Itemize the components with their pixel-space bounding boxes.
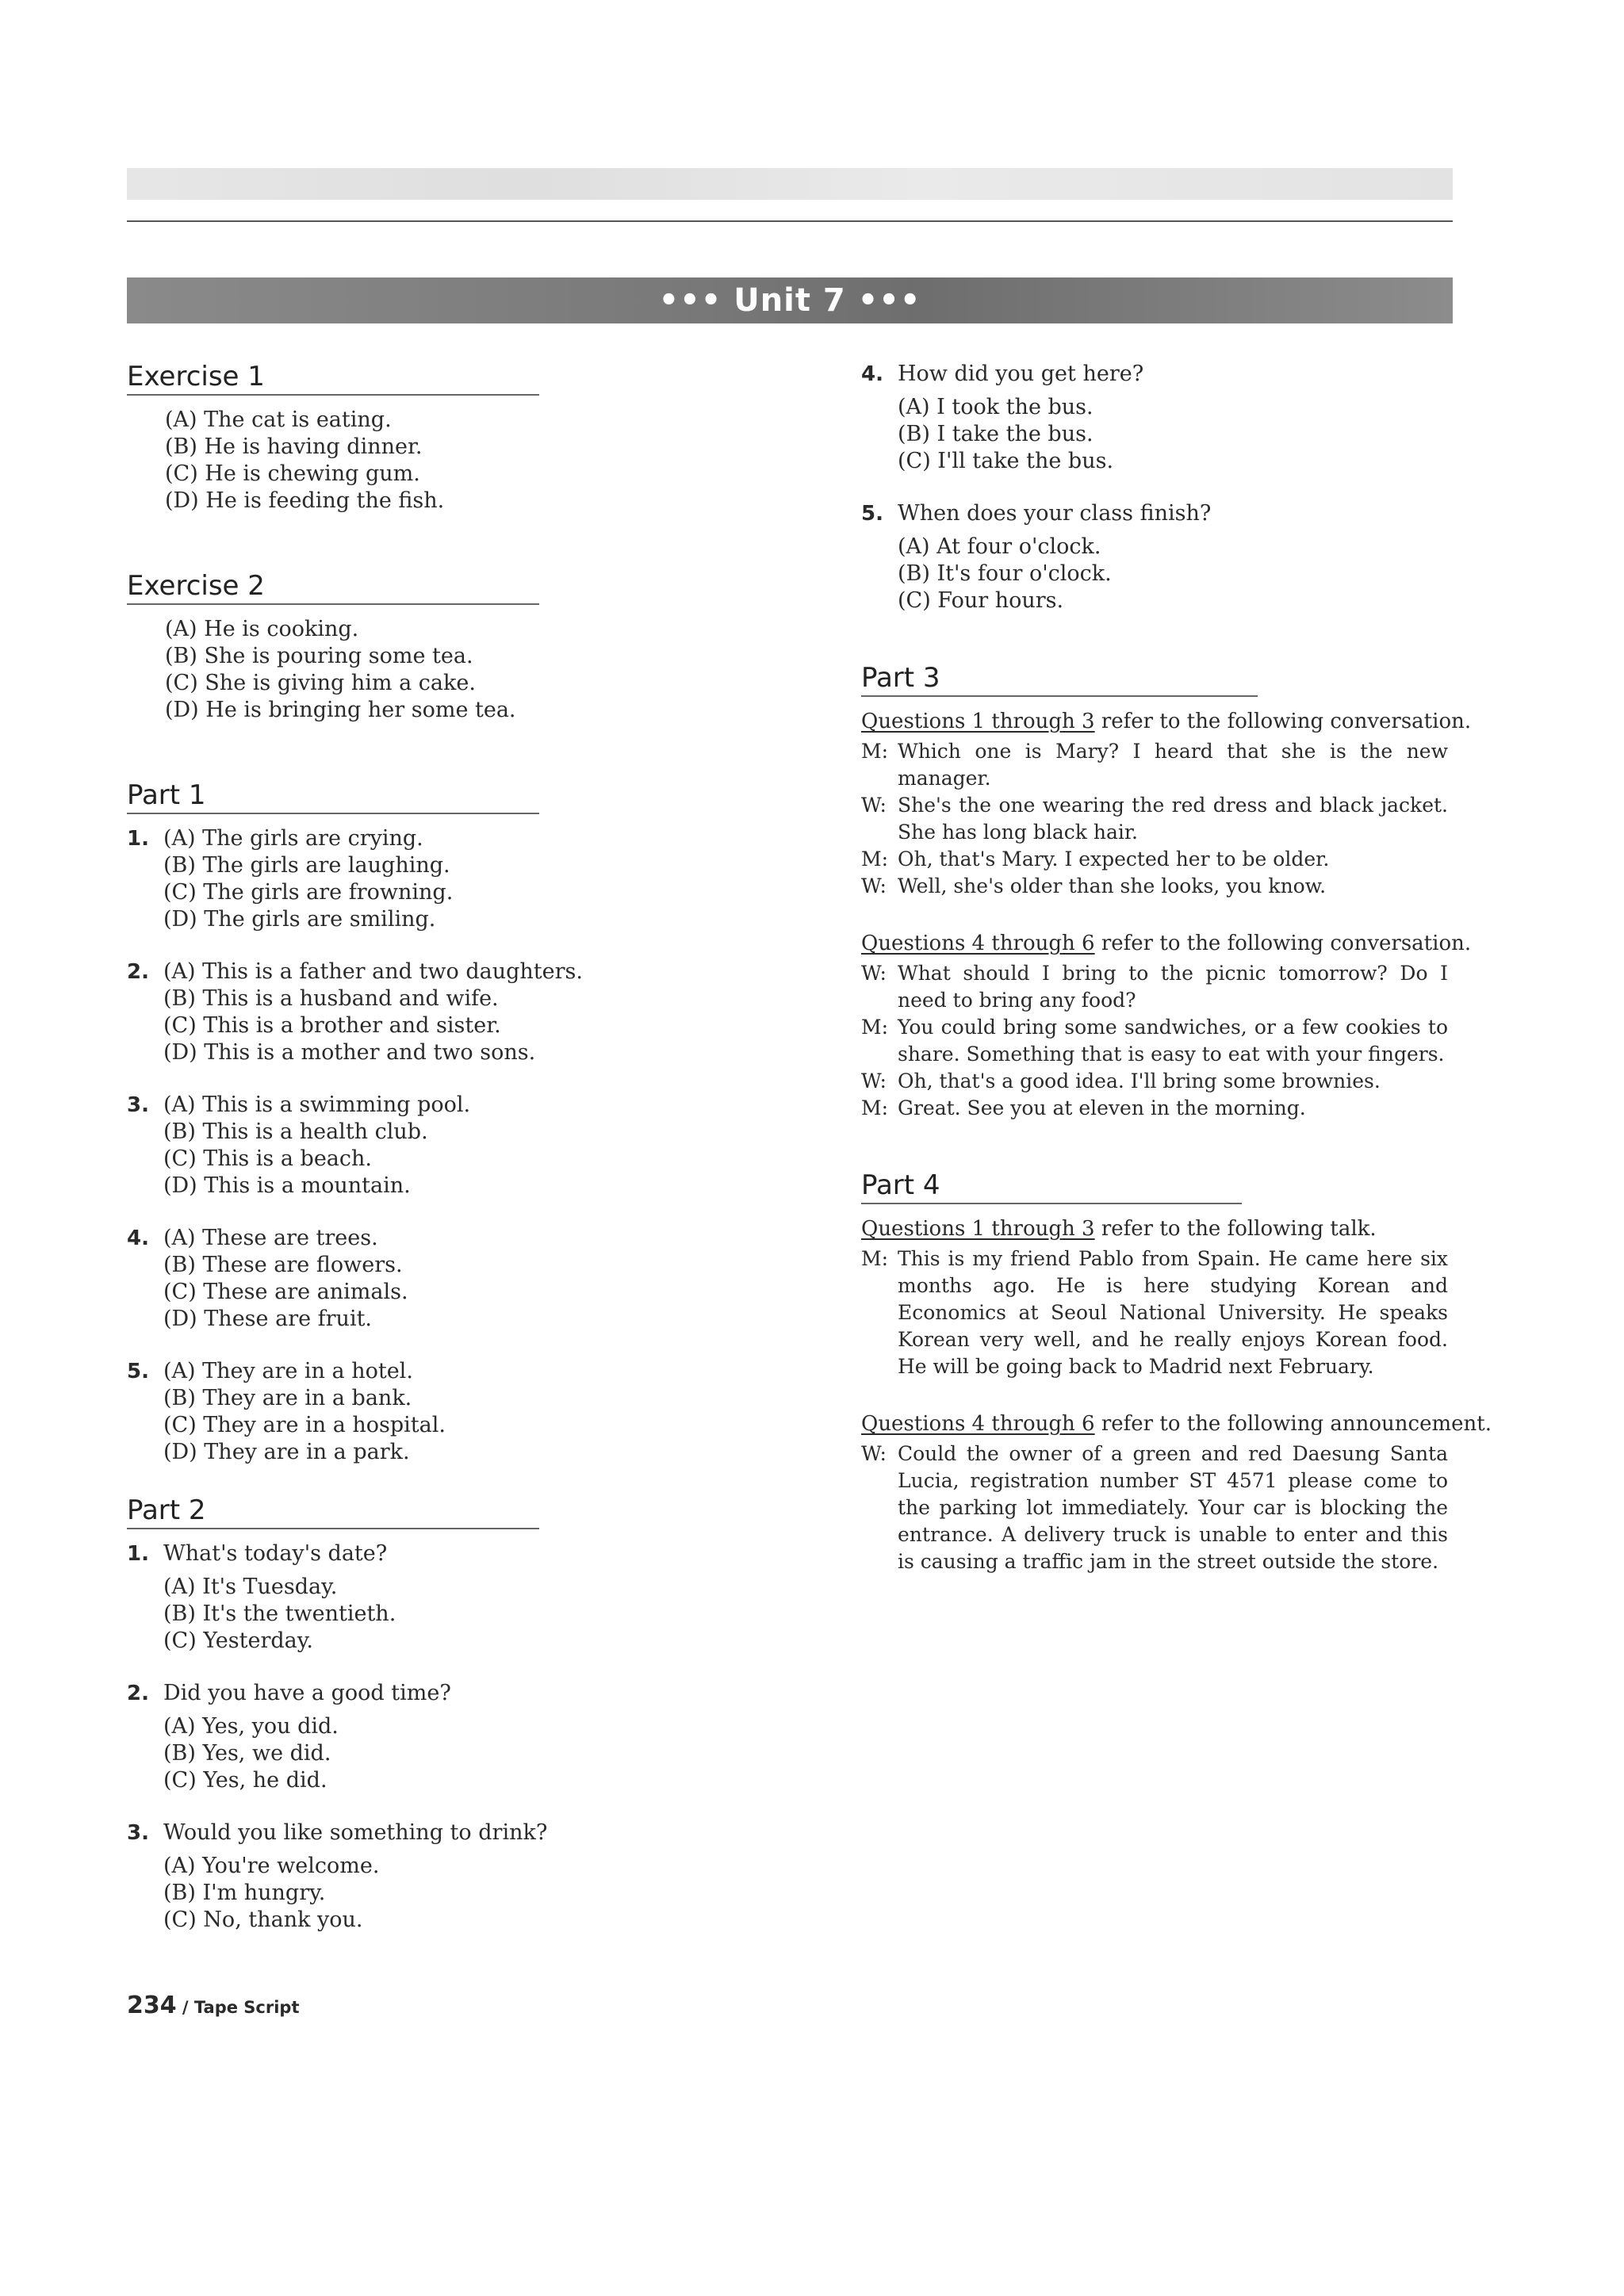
option: (B) This is a husband and wife. xyxy=(163,986,499,1011)
question-group-desc: refer to the following talk. xyxy=(1094,1217,1377,1241)
option: (B) The girls are laughing. xyxy=(163,853,450,878)
question-number: 5. xyxy=(861,502,883,526)
dialogue-line xyxy=(861,1441,1448,1575)
question-item xyxy=(127,1540,571,1655)
option: (D) They are in a park. xyxy=(163,1440,410,1464)
speaker: W: xyxy=(861,874,887,897)
question-text: Would you like something to drink? xyxy=(163,1820,548,1845)
speaker: M: xyxy=(861,1096,889,1119)
question-group-heading xyxy=(861,1215,1448,1242)
exercise-1 xyxy=(127,361,571,515)
question-group-desc: refer to the following conversation. xyxy=(1094,932,1472,955)
dialogue-line xyxy=(861,738,1448,792)
option: (C) He is chewing gum. xyxy=(165,461,420,486)
question-item xyxy=(127,825,571,933)
line-text: Oh, that's a good idea. I'll bring some brownies. xyxy=(898,1070,1381,1093)
line-text: Great. See you at eleven in the morning. xyxy=(898,1096,1306,1119)
question-number: 1. xyxy=(127,827,149,851)
speaker: M: xyxy=(861,848,889,871)
question-group-heading xyxy=(861,1410,1492,1437)
option: (A) Yes, you did. xyxy=(163,1714,339,1739)
question-number: 3. xyxy=(127,1093,149,1117)
option: (B) I take the bus. xyxy=(898,422,1094,446)
option: (D) He is bringing her some tea. xyxy=(165,698,516,722)
question-number: 4. xyxy=(127,1226,149,1250)
option: (C) Yesterday. xyxy=(163,1628,313,1653)
option: (A) I took the bus. xyxy=(898,395,1094,419)
question-range: Questions 1 through 3 xyxy=(861,1217,1095,1241)
question-item xyxy=(127,1680,571,1794)
option: (C) She is giving him a cake. xyxy=(165,671,476,695)
question-item xyxy=(861,361,1448,475)
question-item xyxy=(127,959,583,1066)
question-number: 3. xyxy=(127,1821,149,1845)
line-text: She's the one wearing the red dress and black jacket. She has long black hair. xyxy=(898,794,1448,844)
line-text: Oh, that's Mary. I expected her to be older. xyxy=(898,848,1330,871)
speaker: M: xyxy=(861,740,889,763)
dialogue-line xyxy=(861,1246,1448,1380)
option: (C) No, thank you. xyxy=(163,1908,363,1932)
part-4-heading: Part 4 xyxy=(861,1169,1242,1204)
unit-banner xyxy=(127,277,1453,323)
question-item xyxy=(127,1820,571,1934)
question-group-heading xyxy=(861,708,1472,735)
page-number: 234 xyxy=(127,1992,177,2019)
left-column xyxy=(127,361,583,1959)
option: (A) The girls are crying. xyxy=(163,826,423,851)
line-text: What should I bring to the picnic tomorrow? Do I need to bring any food? xyxy=(898,962,1448,1012)
part-2-heading: Part 2 xyxy=(127,1494,539,1529)
part-1-heading: Part 1 xyxy=(127,779,539,814)
dialogue-line xyxy=(861,873,1448,900)
question-number: 5. xyxy=(127,1360,149,1383)
option: (D) He is feeding the fish. xyxy=(165,488,445,513)
part-3-heading: Part 3 xyxy=(861,662,1258,697)
option: (D) These are fruit. xyxy=(163,1307,373,1331)
question-text: How did you get here? xyxy=(898,362,1144,386)
speaker: W: xyxy=(861,962,887,985)
exercise-2 xyxy=(127,570,571,724)
speaker: M: xyxy=(861,1247,889,1270)
option: (B) This is a health club. xyxy=(163,1119,428,1144)
option: (A) This is a swimming pool. xyxy=(163,1093,471,1117)
speaker: W: xyxy=(861,794,887,817)
part-3 xyxy=(861,662,1472,1122)
option: (A) This is a father and two daughters. xyxy=(163,959,583,984)
option: (C) Yes, he did. xyxy=(163,1768,327,1793)
unit-title: ••• Unit 7 ••• xyxy=(658,282,921,319)
line-text: Well, she's older than she looks, you know. xyxy=(898,874,1327,897)
option: (C) These are animals. xyxy=(163,1280,408,1304)
option: (A) The cat is eating. xyxy=(165,408,392,432)
question-group-heading xyxy=(861,930,1472,957)
question-group-desc: refer to the following announcement. xyxy=(1094,1412,1492,1436)
speaker: W: xyxy=(861,1070,887,1093)
option: (C) Four hours. xyxy=(898,588,1064,613)
question-range: Questions 4 through 6 xyxy=(861,1412,1095,1436)
option: (A) These are trees. xyxy=(163,1226,378,1250)
right-column xyxy=(861,361,1492,1575)
line-text: Which one is Mary? I heard that she is the new manager. xyxy=(898,740,1448,790)
option: (B) She is pouring some tea. xyxy=(165,644,473,668)
question-number: 2. xyxy=(127,1682,149,1705)
speaker: M: xyxy=(861,1016,889,1039)
option: (B) They are in a bank. xyxy=(163,1386,412,1410)
option: (B) Yes, we did. xyxy=(163,1741,331,1766)
speaker: W: xyxy=(861,1442,887,1465)
option: (C) They are in a hospital. xyxy=(163,1413,446,1437)
line-text: You could bring some sandwiches, or a few cookies to share. Something that is easy to eat with your fingers. xyxy=(898,1016,1448,1066)
option: (C) This is a brother and sister. xyxy=(163,1013,501,1038)
question-range: Questions 4 through 6 xyxy=(861,932,1095,955)
option: (B) It's the twentieth. xyxy=(163,1601,396,1626)
question-item xyxy=(861,500,1448,614)
option: (C) I'll take the bus. xyxy=(898,449,1114,473)
option: (B) I'm hungry. xyxy=(163,1881,326,1905)
dialogue-line xyxy=(861,1095,1448,1122)
part-2 xyxy=(127,1494,571,1934)
header-band xyxy=(127,168,1453,200)
dialogue-line xyxy=(861,1014,1448,1068)
footer-label: / Tape Script xyxy=(176,1998,300,2017)
question-text: When does your class finish? xyxy=(898,501,1212,526)
part-1 xyxy=(127,779,583,1466)
option: (A) At four o'clock. xyxy=(898,534,1101,559)
dialogue-line xyxy=(861,846,1448,873)
dialogue-line xyxy=(861,1068,1448,1095)
option: (A) They are in a hotel. xyxy=(163,1359,413,1383)
question-item xyxy=(127,1092,571,1200)
option: (B) He is having dinner. xyxy=(165,434,423,459)
exercise-2-heading: Exercise 2 xyxy=(127,570,539,605)
part-4 xyxy=(861,1169,1492,1575)
question-item xyxy=(127,1225,571,1333)
exercise-1-heading: Exercise 1 xyxy=(127,361,539,396)
option: (D) This is a mountain. xyxy=(163,1173,411,1198)
dialogue-line xyxy=(861,960,1448,1014)
question-text: Did you have a good time? xyxy=(163,1681,451,1705)
option: (A) You're welcome. xyxy=(163,1854,380,1878)
option: (A) It's Tuesday. xyxy=(163,1575,338,1599)
question-item xyxy=(127,1358,571,1466)
option: (D) The girls are smiling. xyxy=(163,907,436,932)
question-number: 2. xyxy=(127,960,149,984)
question-range: Questions 1 through 3 xyxy=(861,710,1095,733)
question-number: 4. xyxy=(861,362,883,386)
option: (C) The girls are frowning. xyxy=(163,880,454,905)
option: (C) This is a beach. xyxy=(163,1146,372,1171)
option: (A) He is cooking. xyxy=(165,617,359,641)
line-text: This is my friend Pablo from Spain. He came here six months ago. He is here studying Korean and Economics at Seoul National University. He speaks Korean very well, and he really enjoys Korean food. He will be going back to Madrid next February. xyxy=(898,1247,1448,1378)
dialogue-line xyxy=(861,792,1448,846)
option: (B) It's four o'clock. xyxy=(898,561,1112,586)
line-text: Could the owner of a green and red Daesung Santa Lucia, registration number ST 4571 please come to the parking lot immediately. Your car is blocking the entrance. A delivery truck is unable to enter and this is causing a traffic jam in the street outside the store. xyxy=(898,1442,1448,1573)
question-group-desc: refer to the following conversation. xyxy=(1094,710,1472,733)
question-number: 1. xyxy=(127,1542,149,1566)
header-rule xyxy=(127,220,1453,222)
question-text: What's today's date? xyxy=(163,1541,388,1566)
page-footer xyxy=(127,1992,300,2019)
option: (B) These are flowers. xyxy=(163,1253,403,1277)
option: (D) This is a mother and two sons. xyxy=(163,1040,536,1065)
